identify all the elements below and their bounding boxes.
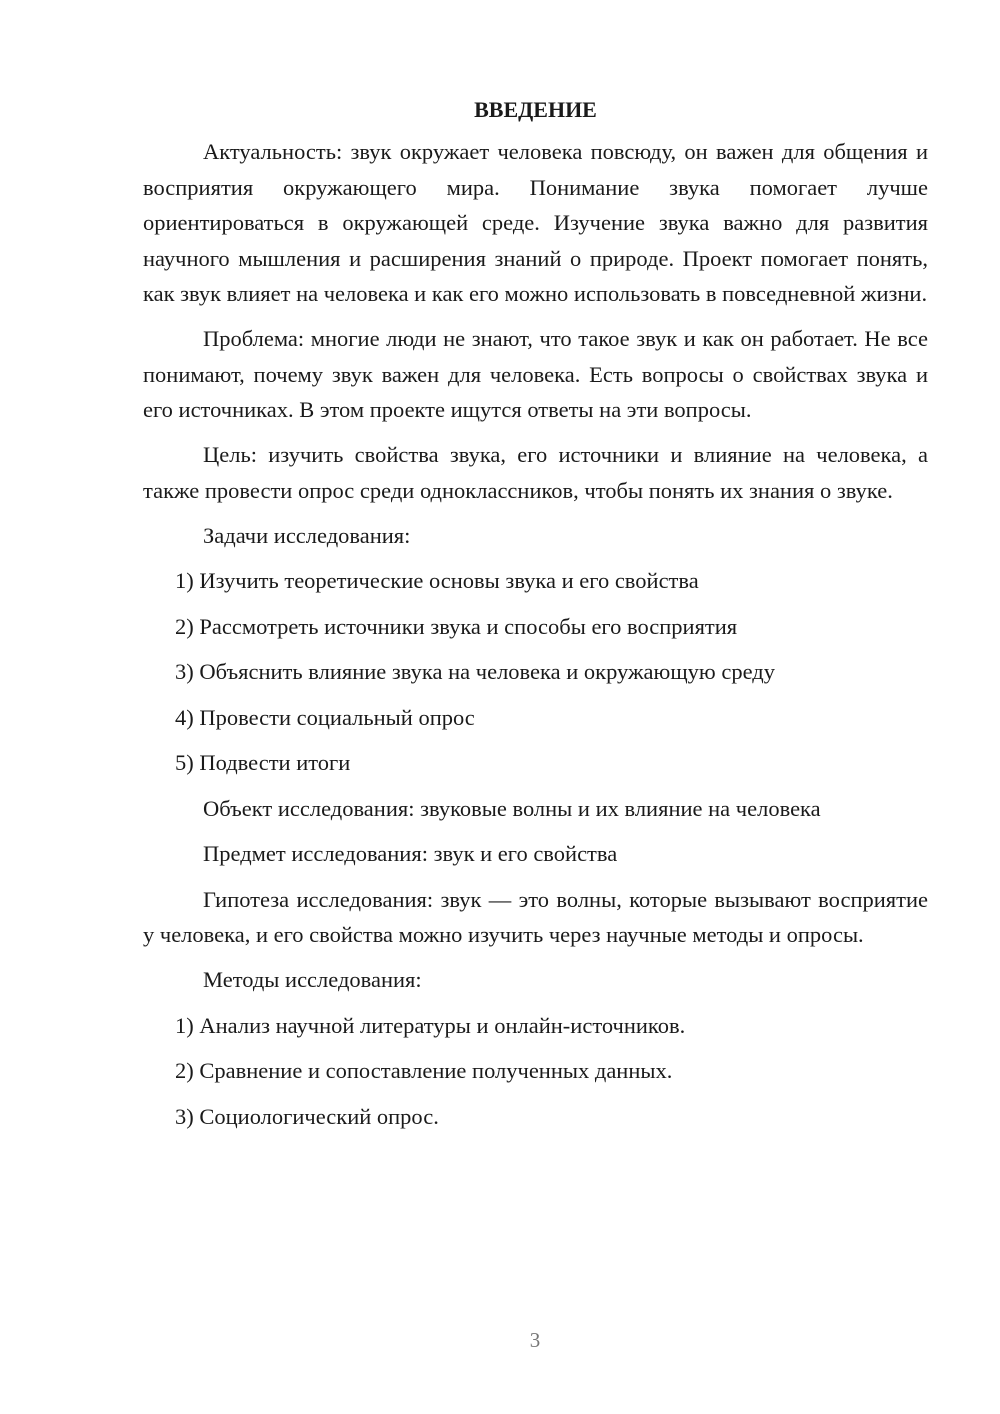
problem-paragraph: Проблема: многие люди не знают, что такое звук и как он работает. Не все понимают, почему звук важен для человека. Есть вопросы о свойствах звука и его источниках. В этом проекте ищутся ответы на эти вопросы.: [143, 326, 928, 422]
method-item: 3) Социологический опрос.: [175, 1103, 439, 1129]
goal-paragraph: Цель: изучить свойства звука, его источники и влияние на человека, а также провести опрос среди одноклассников, чтобы понять их знания о звуке.: [143, 442, 928, 503]
relevance-paragraph: Актуальность: звук окружает человека повсюду, он важен для общения и восприятия окружающего мира. Понимание звука помогает лучше ориентироваться в окружающей среде. Изучение звука важно для развития научного мышления и расширения знаний о природе. Проект помогает понять, как звук влияет на человека и как его можно использовать в повседневной жизни.: [143, 139, 928, 306]
task-item: 2) Рассмотреть источники звука и способы его восприятия: [175, 613, 738, 639]
task-item: 3) Объяснить влияние звука на человека и окружающую среду: [175, 659, 775, 684]
hypothesis-paragraph: Гипотеза исследования: звук — это волны, которые вызывают восприятие у человека, и его свойства можно изучить через научные методы и опросы.: [143, 886, 928, 947]
method-item: 1) Анализ научной литературы и онлайн-источников.: [175, 1012, 686, 1038]
tasks-list: [143, 563, 928, 781]
task-item: 4) Провести социальный опрос: [175, 704, 475, 730]
tasks-heading: Задачи исследования:: [203, 522, 411, 548]
page-title: ВВЕДЕНИЕ: [474, 97, 597, 122]
methods-list: [143, 1008, 928, 1135]
research-subject: Предмет исследования: звук и его свойства: [203, 841, 618, 866]
research-object: Объект исследования: звуковые волны и их влияние на человека: [203, 795, 821, 821]
page-number: 3: [529, 1328, 541, 1352]
methods-heading: Методы исследования:: [203, 967, 422, 992]
document-page: [143, 90, 928, 1144]
task-item: 5) Подвести итоги: [175, 750, 351, 775]
task-item: 1) Изучить теоретические основы звука и его свойства: [175, 568, 699, 593]
method-item: 2) Сравнение и сопоставление полученных данных.: [175, 1058, 673, 1083]
